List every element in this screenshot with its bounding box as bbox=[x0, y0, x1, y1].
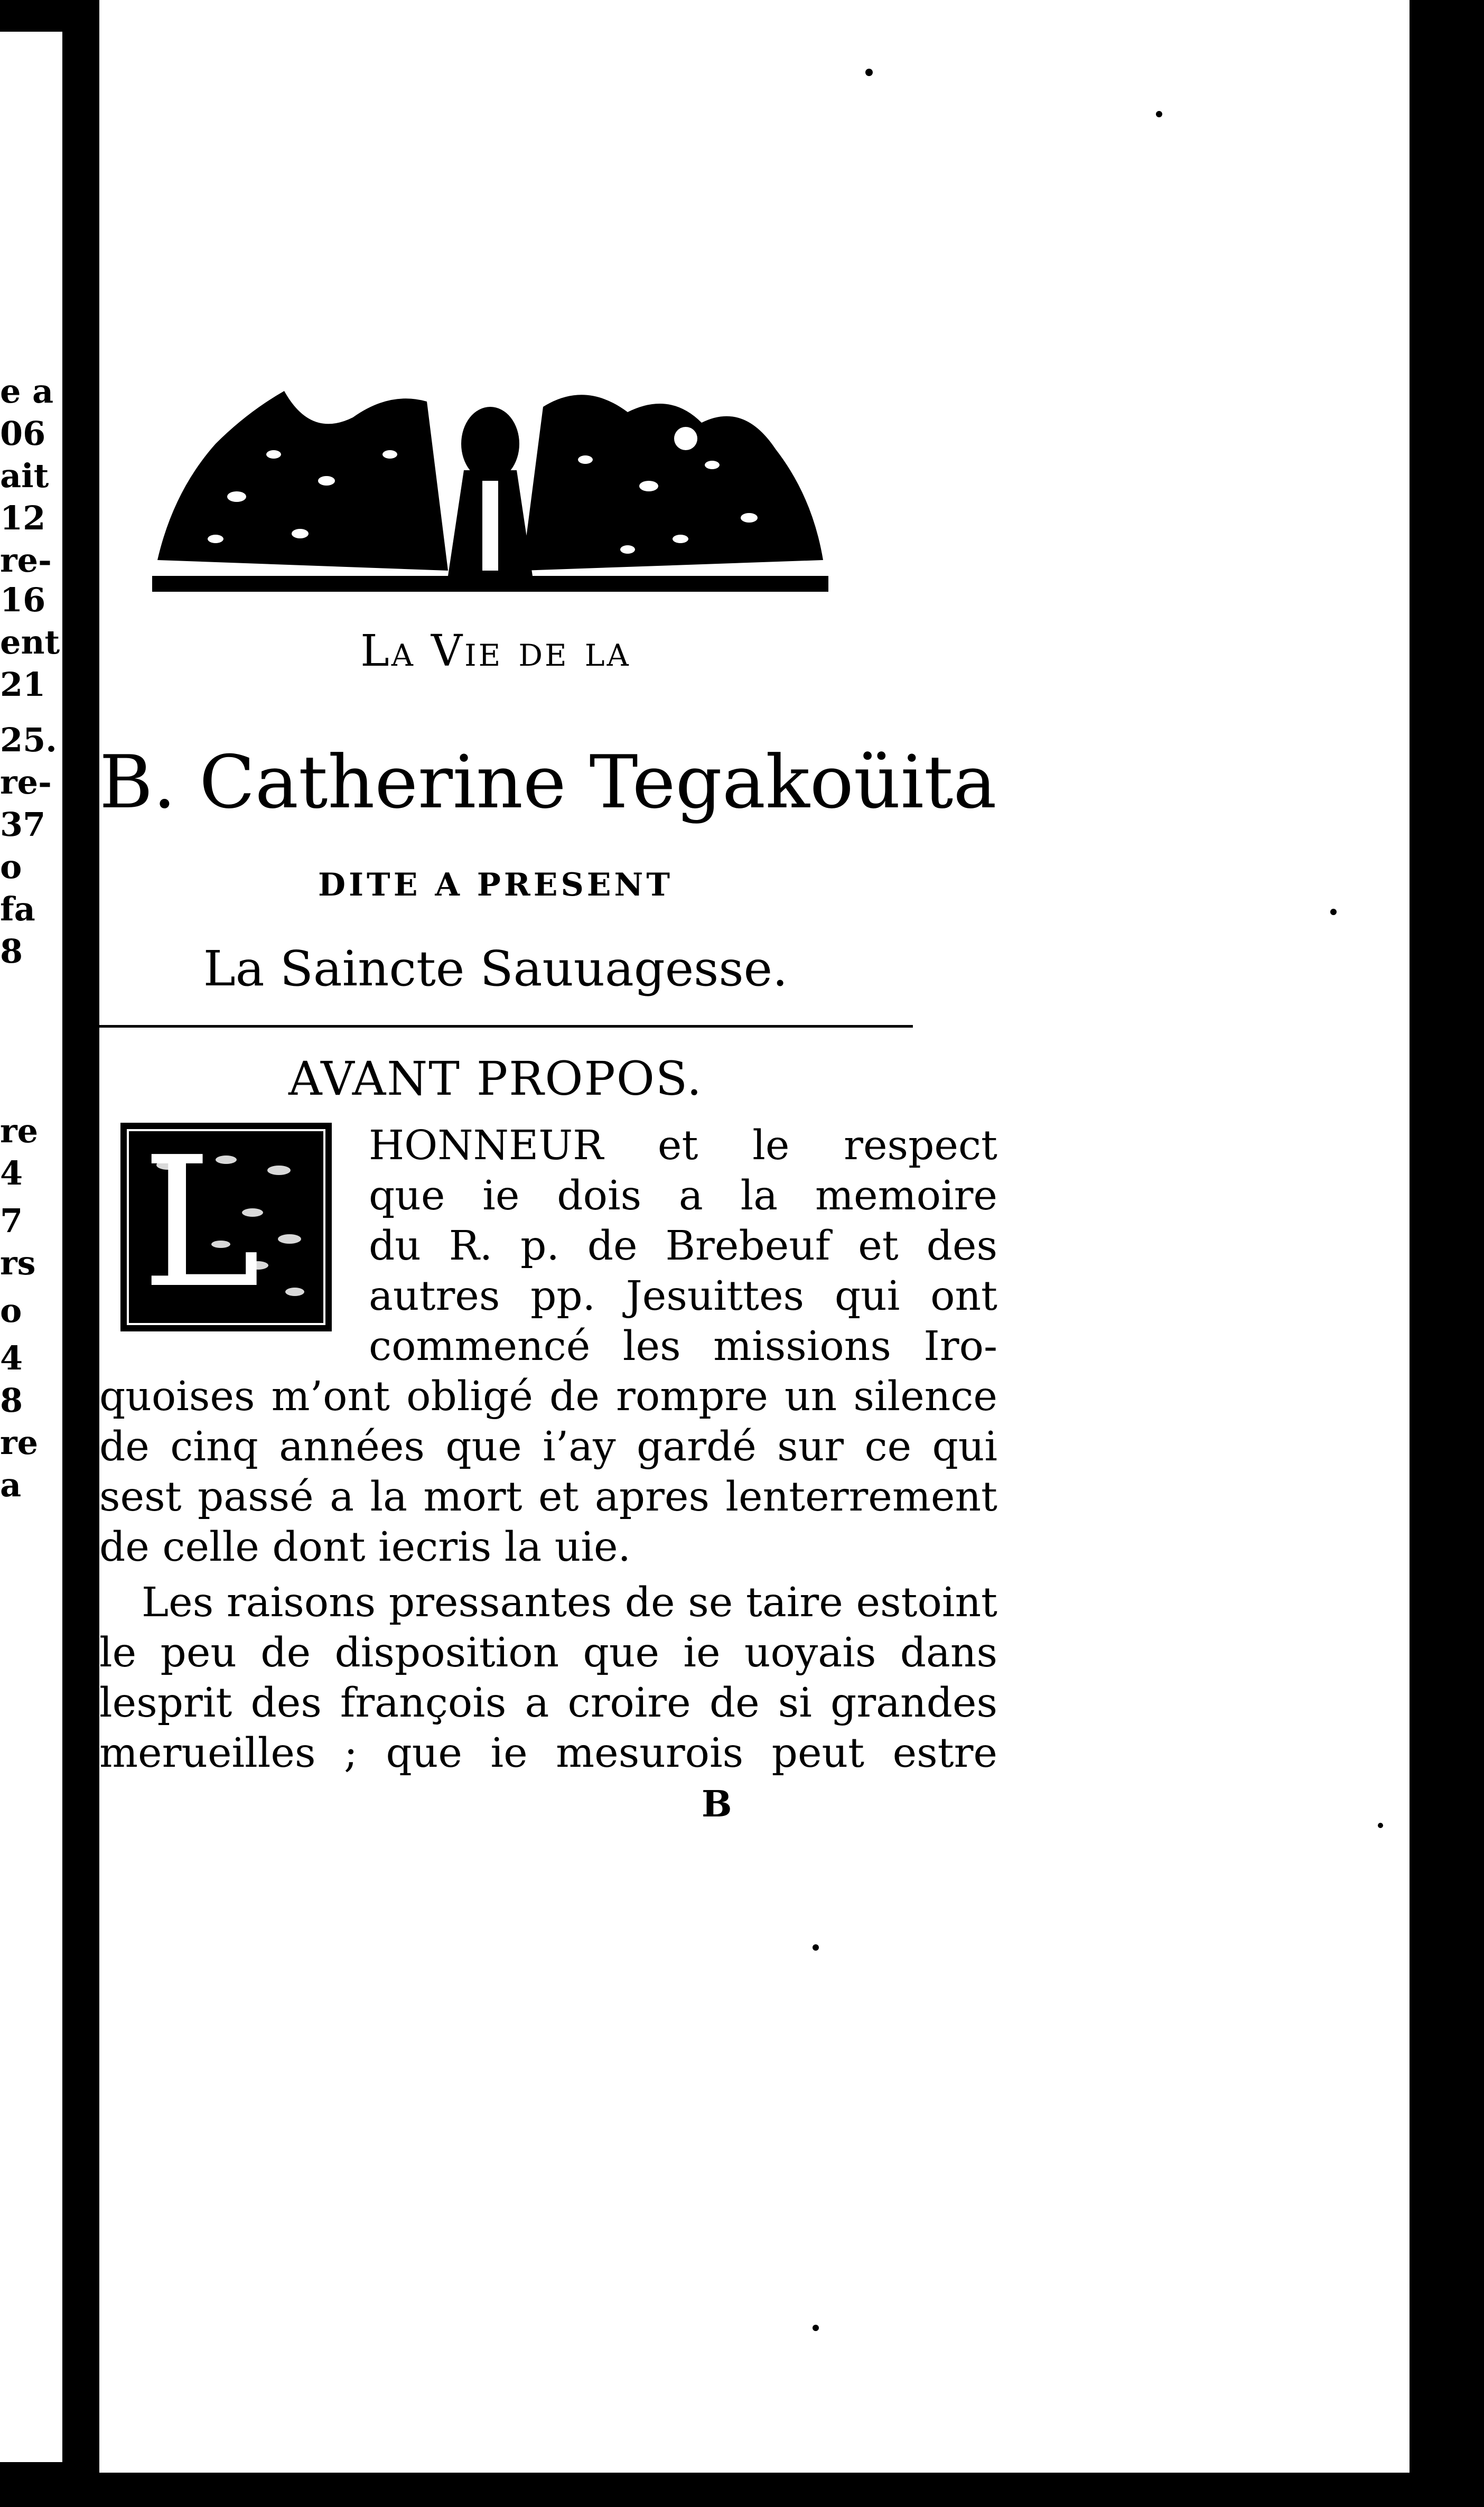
margin-fragment: 06 bbox=[0, 414, 46, 453]
scan-speck bbox=[1378, 1823, 1383, 1828]
margin-fragment: 4 bbox=[0, 1154, 23, 1192]
scan-speck bbox=[1330, 909, 1337, 915]
margin-fragment: 21 bbox=[0, 665, 46, 704]
body-line: le peu de disposition que ie uoyais dans bbox=[99, 1629, 997, 1676]
margin-fragment: rs bbox=[0, 1244, 36, 1282]
body-line: du R. p. de Brebeuf et des bbox=[369, 1223, 997, 1270]
scan-speck bbox=[813, 1944, 819, 1951]
body-line: autres pp. Jesuittes qui ont bbox=[369, 1273, 997, 1320]
margin-fragment: o bbox=[0, 847, 22, 886]
foliage-headpiece-ornament bbox=[152, 359, 828, 592]
margin-fragment: 16 bbox=[0, 581, 46, 619]
margin-fragment: 8 bbox=[0, 1381, 23, 1420]
margin-fragment: ait bbox=[0, 456, 49, 495]
tagline: La Saincte Sauuagesse. bbox=[203, 940, 788, 997]
running-head: La Vie de la bbox=[360, 626, 631, 676]
body-line: lesprit des françois a croire de si grandes bbox=[99, 1680, 997, 1727]
body-line: que ie dois a la memoire bbox=[369, 1172, 997, 1219]
margin-fragment: 25. bbox=[0, 721, 57, 759]
margin-fragment: a bbox=[0, 1466, 22, 1504]
body-line: Les raisons pressantes de se taire estoint bbox=[142, 1579, 997, 1626]
signature-mark: B bbox=[702, 1783, 732, 1825]
book-page bbox=[99, 0, 1410, 2473]
subtitle: DITE A PRESENT bbox=[318, 866, 674, 903]
previous-page-sliver bbox=[0, 32, 62, 2462]
body-line: merueilles ; que ie mesurois peut estre bbox=[99, 1730, 997, 1777]
page-title: B. Catherine Tegakoüita bbox=[99, 740, 997, 825]
margin-fragment: e a bbox=[0, 372, 54, 411]
body-line: sest passé a la mort et apres lenterrement bbox=[99, 1474, 997, 1521]
margin-fragment: re- bbox=[0, 541, 52, 580]
dropcap-letter: L bbox=[142, 1119, 261, 1328]
margin-fragment: ent bbox=[0, 623, 60, 661]
margin-fragment: 37 bbox=[0, 805, 46, 844]
margin-fragment: re- bbox=[0, 763, 52, 802]
dropcap-ornament bbox=[120, 1119, 332, 1331]
body-line: de celle dont iecris la uie. bbox=[99, 1524, 631, 1571]
margin-fragment: 12 bbox=[0, 499, 46, 537]
margin-fragment: fa bbox=[0, 890, 35, 928]
margin-fragment: 7 bbox=[0, 1201, 23, 1240]
margin-fragment: re bbox=[0, 1112, 39, 1150]
body-line: commencé les missions Iro- bbox=[369, 1323, 997, 1370]
body-line: de cinq années que i’ay gardé sur ce qui bbox=[99, 1423, 997, 1470]
scan-speck bbox=[813, 2325, 819, 2331]
scan-speck bbox=[865, 69, 873, 76]
margin-fragment: re bbox=[0, 1423, 39, 1462]
body-line: HONNEUR et le respect bbox=[369, 1122, 997, 1169]
margin-fragment: o bbox=[0, 1291, 22, 1330]
margin-fragment: 8 bbox=[0, 932, 23, 971]
section-heading: AVANT PROPOS. bbox=[288, 1051, 703, 1106]
body-line: quoises m’ont obligé de rompre un silence bbox=[99, 1373, 997, 1420]
horizontal-rule bbox=[99, 1025, 913, 1028]
book-gutter bbox=[62, 0, 99, 2507]
scan-speck bbox=[1156, 111, 1162, 117]
margin-fragment: 4 bbox=[0, 1339, 23, 1377]
